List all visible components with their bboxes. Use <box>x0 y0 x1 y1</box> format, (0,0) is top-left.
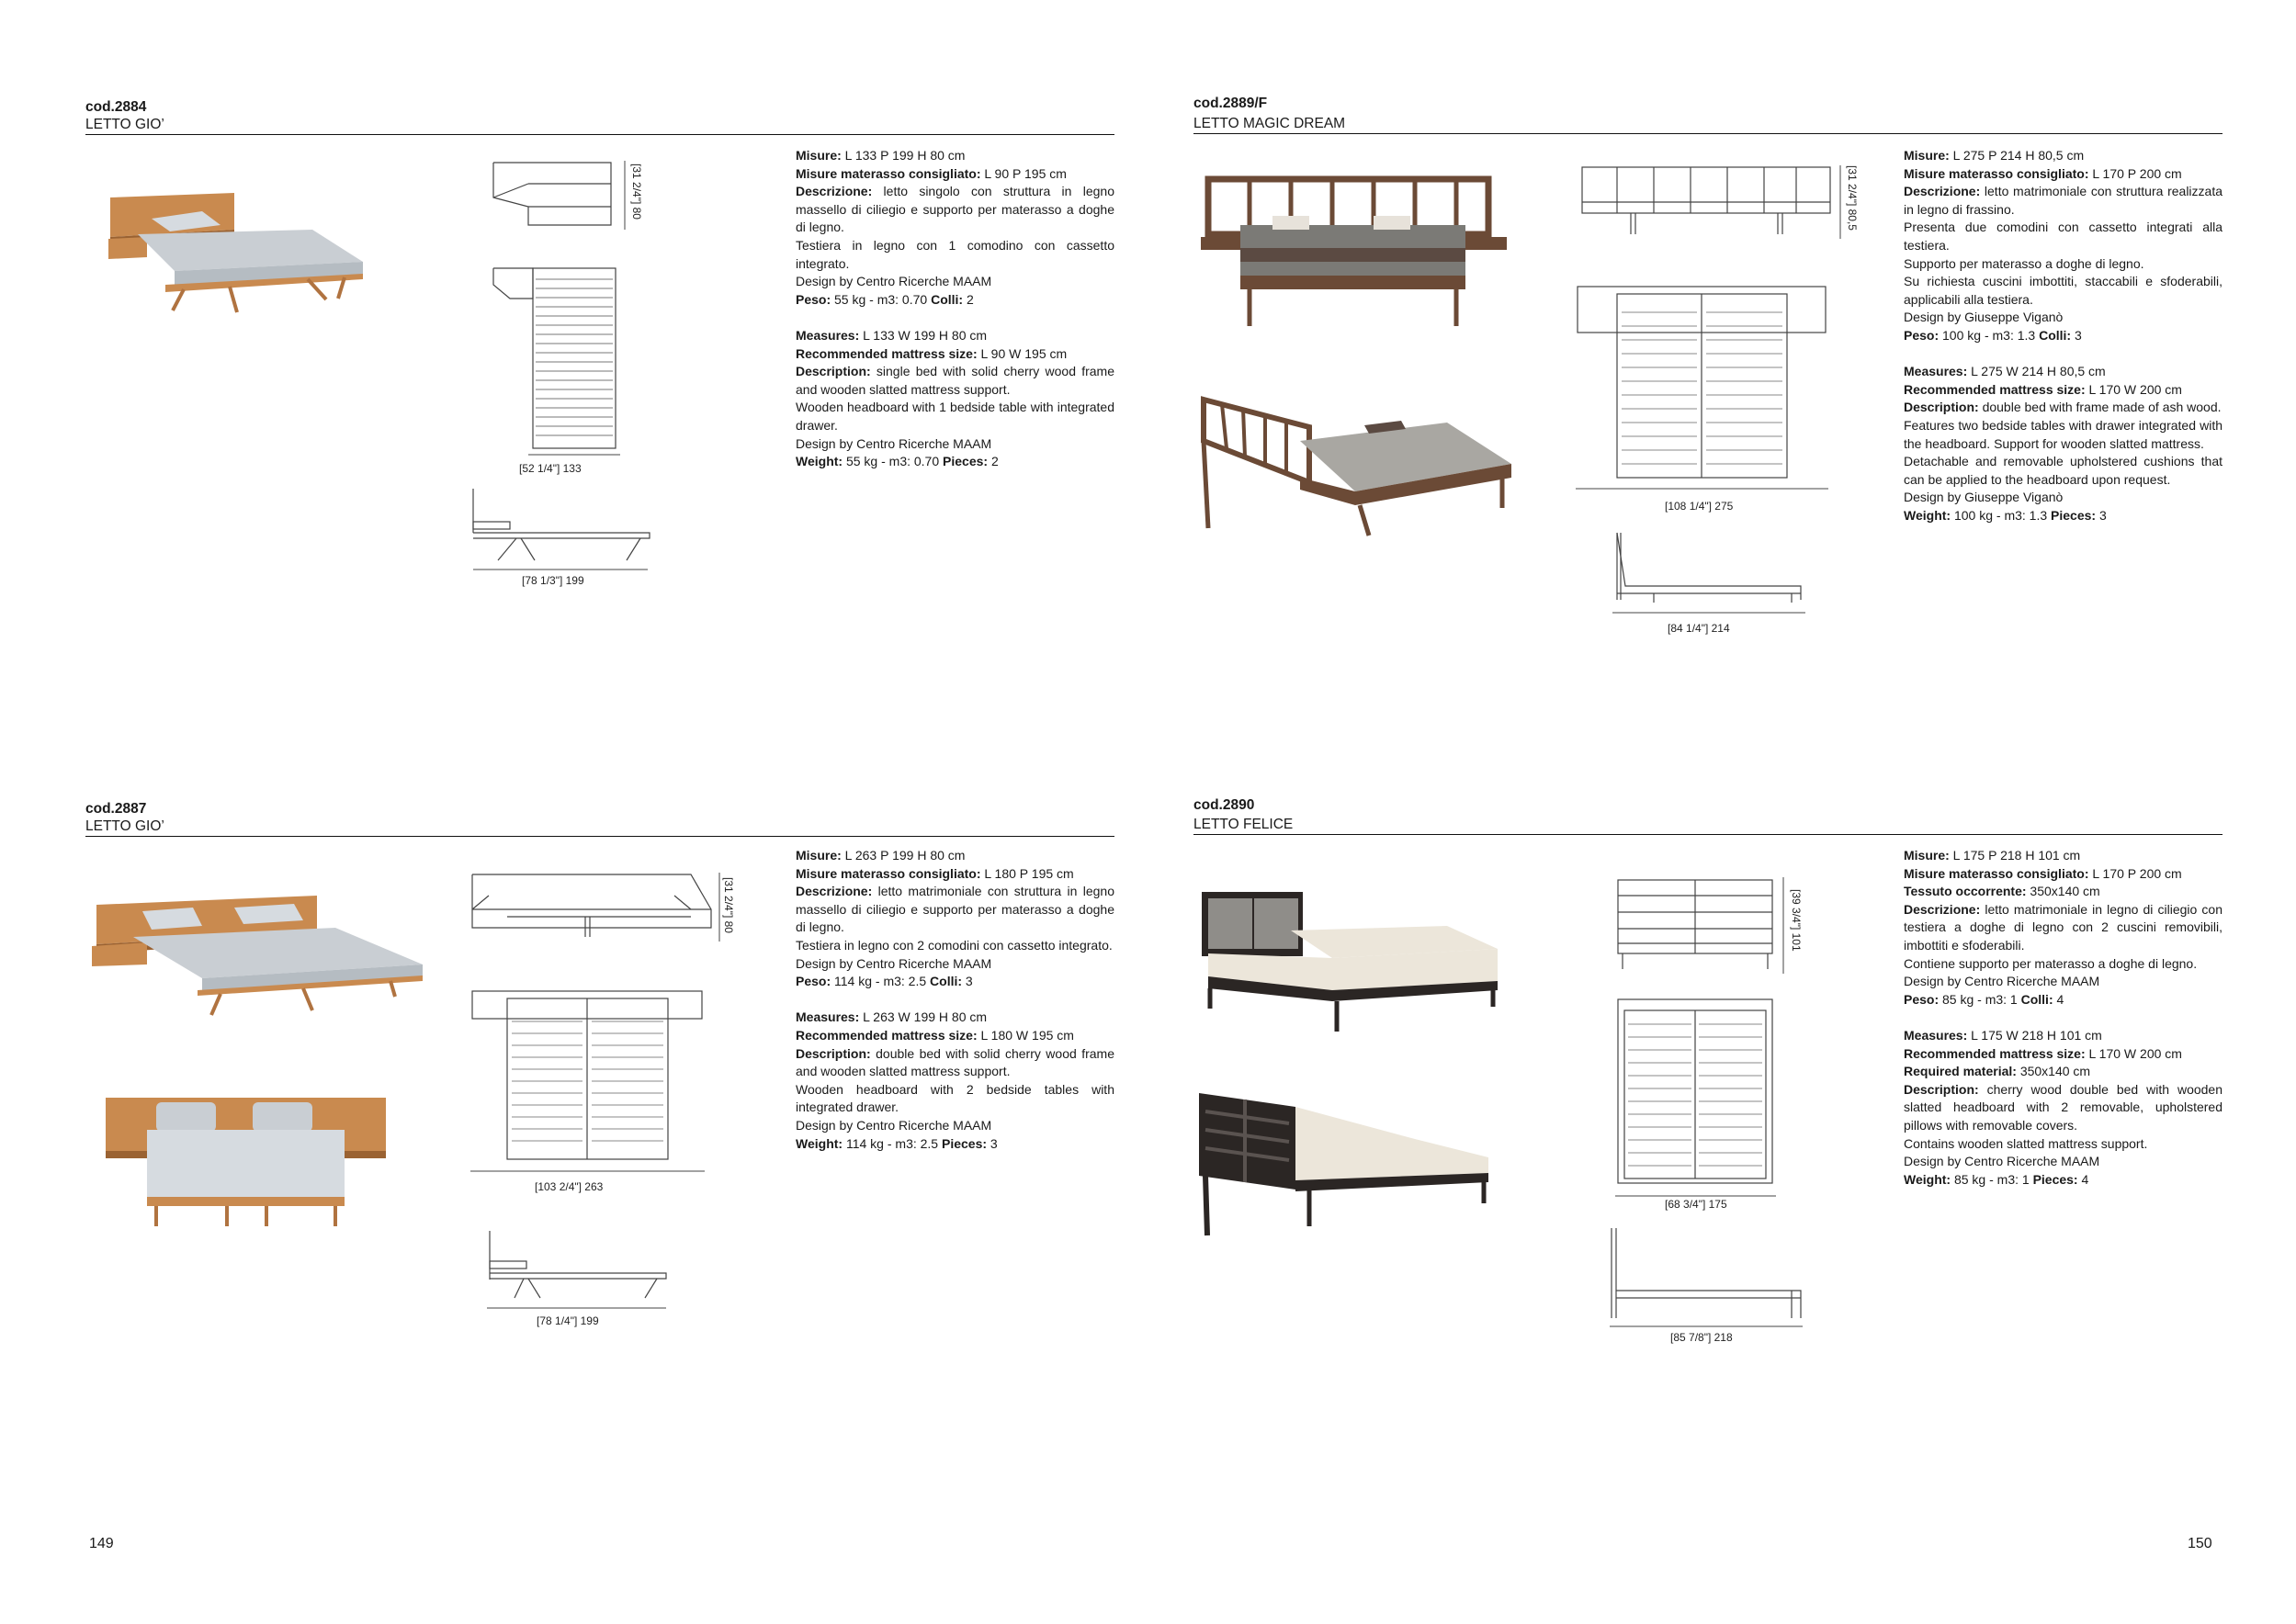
dim-width-label: [52 1/4"] 133 <box>519 462 582 475</box>
product-code: cod.2884 <box>85 99 147 115</box>
en-description: Description: single bed with solid cherry wood frame and wooden slatted mattress support. <box>796 364 1114 397</box>
product-name: LETTO GIO’ <box>85 818 164 834</box>
product-code: cod.2890 <box>1193 797 1255 813</box>
header-rule <box>85 134 1114 135</box>
page-number-right: 150 <box>2188 1536 2212 1551</box>
en-design: Design by Giuseppe Viganò <box>1904 490 2064 505</box>
dim-line-depth <box>1610 1325 1803 1328</box>
it-mattress-line: Misure materasso consigliato: L 170 P 200 cm <box>1904 165 2182 181</box>
it-extra: Su richiesta cuscini imbottiti, staccabili e sfoderabili, applicabili alla testiera. <box>1904 274 2222 307</box>
front-elevation-drawing <box>1615 877 1776 974</box>
dim-line-width <box>1576 487 1828 491</box>
it-design: Design by Centro Ricerche MAAM <box>1904 974 2100 989</box>
en-weight-line: Weight: 100 kg - m3: 1.3 Pieces: 3 <box>1904 507 2107 523</box>
it-mattress-line: Misure materasso consigliato: L 90 P 195 cm <box>796 165 1067 181</box>
plan-view-drawing <box>470 989 705 1164</box>
description-block <box>796 147 1114 471</box>
side-elevation-drawing <box>487 1229 671 1303</box>
bed-photo-angle <box>92 891 427 1020</box>
dim-line-depth <box>1612 611 1805 615</box>
plan-view-drawing <box>1615 997 1776 1190</box>
dim-width-label: [108 1/4"] 275 <box>1665 500 1734 513</box>
dim-line-height <box>1838 165 1843 239</box>
front-elevation-drawing <box>470 873 714 942</box>
product-name: LETTO FELICE <box>1193 817 1294 832</box>
it-extra: Testiera in legno con 1 comodino con cassetto integrato. <box>796 237 1114 271</box>
en-extra: Detachable and removable upholstered cushions that can be applied to the headboard upon request. <box>1904 454 2222 487</box>
en-description: Description: double bed with solid cherry wood frame and wooden slatted mattress support. <box>796 1045 1114 1079</box>
it-description: Descrizione: letto singolo con struttura in legno massello di ciliegio e supporto per materasso a doghe di legno. <box>796 184 1114 235</box>
it-extra: Presenta due comodini con cassetto integrati alla testiera. <box>1904 220 2222 253</box>
dim-width-label: [68 3/4"] 175 <box>1665 1198 1727 1211</box>
product-code: cod.2889/F <box>1193 96 1268 111</box>
bed-photo-back <box>1194 1088 1498 1240</box>
bed-photo-angle <box>1199 889 1502 1036</box>
en-measures-line: Measures: L 263 W 199 H 80 cm <box>796 1009 988 1025</box>
header-rule <box>1193 133 2222 134</box>
product-code: cod.2887 <box>85 801 147 817</box>
dim-line-depth <box>487 1306 666 1310</box>
en-mattress-line: Recommended mattress size: L 170 W 200 cm <box>1904 1045 2182 1061</box>
plan-view-drawing <box>1576 285 1828 482</box>
en-description: Description: cherry wood double bed with wooden slatted headboard with 2 removable, upholstered pillows with removable covers. <box>1904 1081 2222 1133</box>
en-extra: Wooden headboard with 2 bedside tables with integrated drawer. <box>796 1081 1114 1115</box>
dim-depth-label: [78 1/4"] 199 <box>537 1314 599 1327</box>
it-extra: Testiera in legno con 2 comodini con cassetto integrato. <box>796 937 1113 953</box>
header-rule <box>1193 834 2222 835</box>
en-design: Design by Centro Ricerche MAAM <box>796 435 992 451</box>
front-elevation-drawing <box>492 161 620 234</box>
en-design: Design by Centro Ricerche MAAM <box>1904 1154 2100 1169</box>
it-extra: Supporto per materasso a doghe di legno. <box>1904 255 2144 271</box>
it-design: Design by Centro Ricerche MAAM <box>796 955 992 971</box>
en-mattress-line: Recommended mattress size: L 180 W 195 cm <box>796 1027 1074 1043</box>
dim-height-label: [31 2/4"] 80 <box>722 877 735 933</box>
description-block <box>796 847 1114 1153</box>
en-extra: Contains wooden slatted mattress support. <box>1904 1135 2148 1151</box>
product-name: LETTO MAGIC DREAM <box>1193 116 1346 131</box>
dim-depth-label: [85 7/8"] 218 <box>1670 1331 1733 1344</box>
en-extra: Wooden headboard with 1 bedside table with integrated drawer. <box>796 400 1114 433</box>
dim-line-depth <box>473 568 648 571</box>
side-elevation-drawing <box>1612 531 1805 604</box>
en-measures-line: Measures: L 275 W 214 H 80,5 cm <box>1904 364 2106 379</box>
it-design: Design by Giuseppe Viganò <box>1904 310 2064 325</box>
bed-photo-front <box>1199 175 1507 335</box>
description-block <box>1904 147 2222 524</box>
description-block <box>1904 847 2222 1189</box>
dim-width-label: [103 2/4"] 263 <box>535 1180 604 1193</box>
it-weight-line: Peso: 100 kg - m3: 1.3 Colli: 3 <box>1904 327 2082 343</box>
en-weight-line: Weight: 114 kg - m3: 2.5 Pieces: 3 <box>796 1135 998 1151</box>
en-mattress-line: Recommended mattress size: L 90 W 195 cm <box>796 345 1068 361</box>
en-weight-line: Weight: 55 kg - m3: 0.70 Pieces: 2 <box>796 454 999 469</box>
product-name: LETTO GIO’ <box>85 117 164 132</box>
en-mattress-line: Recommended mattress size: L 170 W 200 cm <box>1904 381 2182 397</box>
it-weight-line: Peso: 114 kg - m3: 2.5 Colli: 3 <box>796 974 973 989</box>
it-fabric-line: Tessuto occorrente: 350x140 cm <box>1904 884 2100 899</box>
en-description: Description: double bed with frame made of ash wood. <box>1904 400 2222 415</box>
it-description: Descrizione: letto matrimoniale con struttura in legno massello di ciliegio e supporto per materasso a doghe di legno. <box>796 884 1114 935</box>
dim-line-width <box>470 1169 705 1173</box>
it-weight-line: Peso: 85 kg - m3: 1 Colli: 4 <box>1904 991 2064 1007</box>
header-rule <box>85 836 1114 837</box>
dim-line-height <box>1781 877 1786 974</box>
it-design: Design by Centro Ricerche MAAM <box>796 274 992 289</box>
it-description: Descrizione: letto matrimoniale con struttura realizzata in legno di frassino. <box>1904 184 2222 217</box>
dim-line-height <box>622 161 628 230</box>
page-number-left: 149 <box>89 1536 114 1551</box>
it-measures-line: Misure: L 133 P 199 H 80 cm <box>796 148 966 163</box>
side-elevation-drawing <box>470 487 654 565</box>
it-extra: Contiene supporto per materasso a doghe di legno. <box>1904 955 2198 971</box>
it-mattress-line: Misure materasso consigliato: L 180 P 195 cm <box>796 865 1074 881</box>
bed-photo-front <box>106 1098 386 1231</box>
en-design: Design by Centro Ricerche MAAM <box>796 1117 992 1133</box>
plan-view-drawing <box>492 266 620 450</box>
en-weight-line: Weight: 85 kg - m3: 1 Pieces: 4 <box>1904 1171 2089 1187</box>
en-extra: Features two bedside tables with drawer integrated with the headboard. Support for wooden slatted mattress. <box>1904 417 2222 451</box>
dim-height-label: [31 2/4"] 80,5 <box>1846 165 1859 231</box>
bed-photo <box>101 184 377 321</box>
en-measures-line: Measures: L 175 W 218 H 101 cm <box>1904 1027 2102 1043</box>
dim-height-label: [39 3/4"] 101 <box>1790 889 1803 952</box>
en-measures-line: Measures: L 133 W 199 H 80 cm <box>796 327 988 343</box>
front-elevation-drawing <box>1580 165 1833 239</box>
it-measures-line: Misure: L 275 P 214 H 80,5 cm <box>1904 148 2085 163</box>
dim-height-label: [31 2/4"] 80 <box>630 164 643 220</box>
bed-photo-angle <box>1199 390 1525 537</box>
it-measures-line: Misure: L 263 P 199 H 80 cm <box>796 848 966 863</box>
it-weight-line: Peso: 55 kg - m3: 0.70 Colli: 2 <box>796 291 974 307</box>
dim-line-width <box>528 453 620 457</box>
en-fabric-line: Required material: 350x140 cm <box>1904 1064 2091 1079</box>
it-mattress-line: Misure materasso consigliato: L 170 P 200 cm <box>1904 865 2182 881</box>
it-measures-line: Misure: L 175 P 218 H 101 cm <box>1904 848 2081 863</box>
side-elevation-drawing <box>1608 1226 1805 1323</box>
dim-depth-label: [84 1/4"] 214 <box>1668 622 1730 635</box>
dim-depth-label: [78 1/3"] 199 <box>522 574 584 587</box>
it-description: Descrizione: letto matrimoniale in legno di ciliegio con testiera a doghe di legno con 2 cuscini removibili, imbottiti e sfoderabili. <box>1904 901 2222 953</box>
